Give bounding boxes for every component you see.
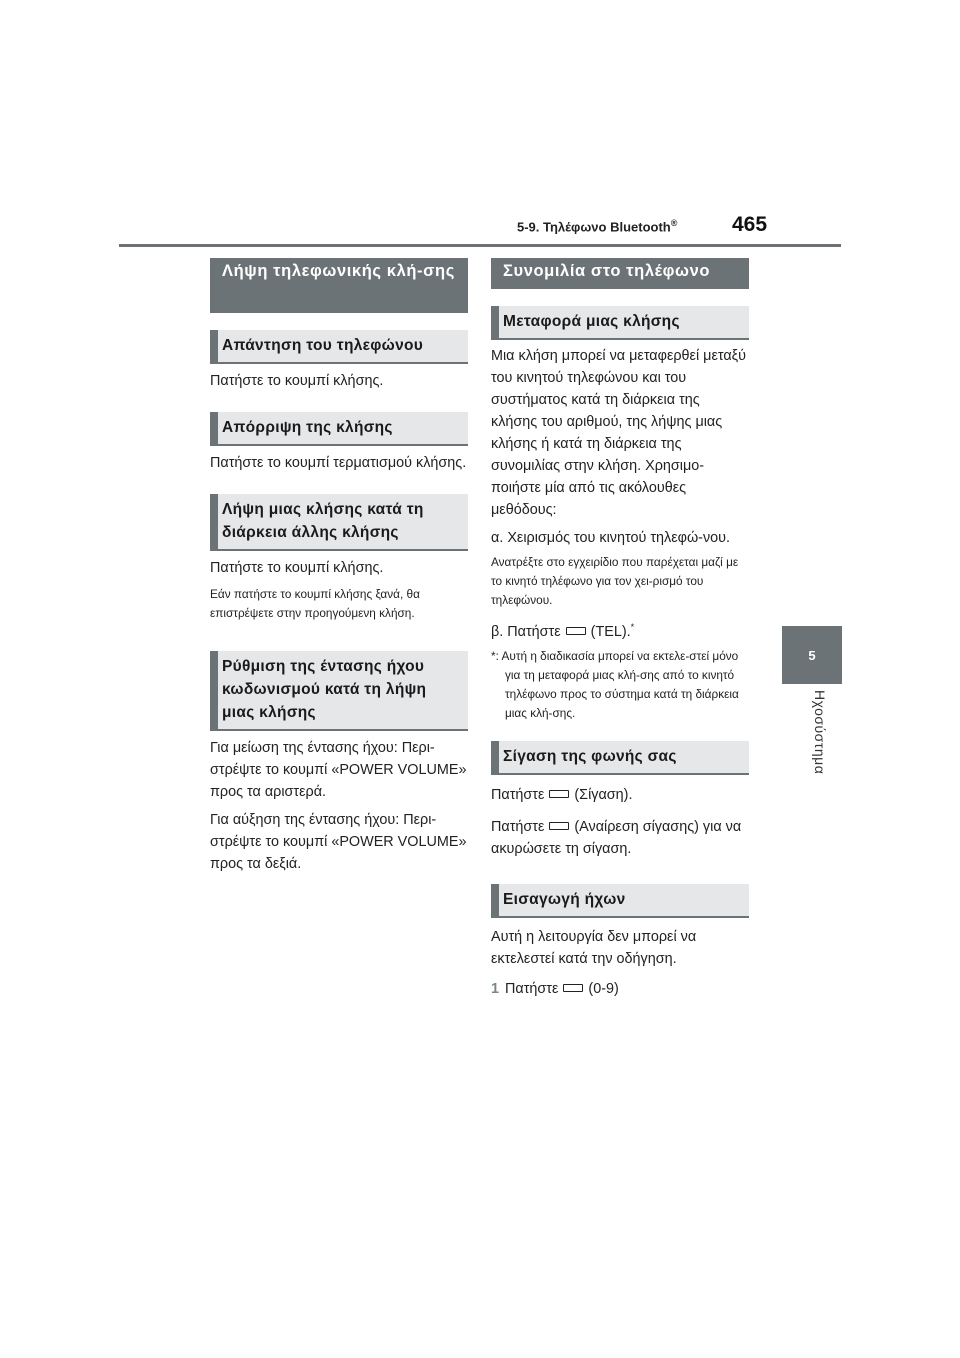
chapter-number: 5 <box>808 647 816 663</box>
section-title-phone-conversation: Συνομιλία στο τηλέφωνο <box>491 258 749 289</box>
subsection-answer-phone: Απάντηση του τηλεφώνου <box>210 330 468 364</box>
unmute-prefix: Πατήστε <box>491 818 545 835</box>
during-text: Πατήστε το κουμπί κλήσης. <box>210 560 384 576</box>
option-b-prefix: β. Πατήστε <box>491 623 561 640</box>
footnote-marker: *: <box>491 648 499 663</box>
step-1 <box>491 978 749 1000</box>
mute-prefix: Πατήστε <box>491 786 545 803</box>
step-prefix: Πατήστε <box>505 980 559 997</box>
mute-button-icon <box>549 790 569 798</box>
trademark-symbol: ® <box>670 218 678 228</box>
reject-text: Πατήστε το κουμπί τερματισμού κλήσης. <box>210 455 467 471</box>
unmute-text <box>491 816 749 860</box>
step-number: 1 <box>491 980 500 997</box>
subsection-reject-call: Απόρριψη της κλήσης <box>210 412 468 446</box>
option-b-text <box>491 616 749 643</box>
during-note: Εάν πατήστε το κουμπί κλήσης ξανά, θα επιστρέψετε στην προηγούμενη κλήση. <box>210 587 420 620</box>
chapter-label: Ηχοσύστημα <box>812 690 828 775</box>
subsection-mute-voice: Σίγαση της φωνής σας <box>491 741 749 775</box>
option-a-text: α. Χειρισμός του κινητού τηλεφώ-νου. <box>491 530 731 546</box>
mute-text <box>491 784 749 806</box>
mute-suffix: (Σίγαση). <box>574 786 633 803</box>
step-suffix: (0-9) <box>588 980 619 997</box>
option-a-note: Ανατρέξτε στο εγχειρίδιο που παρέχεται μαζί με το κινητό τηλέφωνο για τον χει-ρισμό του τηλεφώνου. <box>491 555 739 607</box>
page-number: 465 <box>732 213 768 236</box>
unmute-suffix: (Αναίρεση σίγασης) για να ακυρώσετε τη σίγαση. <box>491 818 742 857</box>
subsection-call-during-call: Λήψη μιας κλήσης κατά τη διάρκεια άλλης κλήσης <box>210 494 468 551</box>
volume-decrease-text: Για μείωση της έντασης ήχου: Περι-στρέψτε το κουμπί «POWER VOLUME» προς τα αριστερά. <box>210 740 467 800</box>
left-column <box>210 258 468 875</box>
option-b-suffix: (TEL). <box>590 623 631 640</box>
subsection-transfer-call: Μεταφορά μιας κλήσης <box>491 306 749 340</box>
right-column <box>491 258 749 1000</box>
header-section-title: 5-9. Τηλέφωνο Bluetooth <box>517 219 671 235</box>
running-header <box>517 218 677 234</box>
volume-increase-text: Για αύξηση της έντασης ήχου: Περι-στρέψτε το κουμπί «POWER VOLUME» προς τα δεξιά. <box>210 812 467 872</box>
header-divider <box>119 244 841 247</box>
keypad-button-icon <box>563 984 583 992</box>
subsection-ringtone-volume: Ρύθμιση της έντασης ήχου κωδωνισμού κατά τη λήψη μιας κλήσης <box>210 651 468 731</box>
footnote-text: Αυτή η διαδικασία μπορεί να εκτελε-στεί μόνο για τη μεταφορά μιας κλή-σης από το κινητό τηλέφωνο προς το σύστημα κατά τη διάρκεια μιας κλή-σης. <box>501 648 739 720</box>
footnote <box>491 647 749 723</box>
transfer-text: Μια κλήση μπορεί να μεταφερθεί μεταξύ του κινητού τηλεφώνου και του συστήματος κατά τη διάρκεια της κλήσης του αριθμού, της λήψης μιας κλήσης ή κατά τη διάρκεια της συνομιλίας στην κλήση. Χρησιμο-ποιήστε μία από τις ακόλουθες μεθόδους: <box>491 348 746 518</box>
unmute-button-icon <box>549 822 569 830</box>
subsection-enter-tones: Εισαγωγή ήχων <box>491 884 749 918</box>
chapter-tab[interactable] <box>782 626 842 684</box>
section-title-receive-call: Λήψη τηλεφωνικής κλή-σης <box>210 258 468 313</box>
answer-text: Πατήστε το κουμπί κλήσης. <box>210 373 384 389</box>
tel-button-icon <box>566 627 586 635</box>
footnote-reference: * <box>630 622 635 632</box>
tones-text: Αυτή η λειτουργία δεν μπορεί να εκτελεστεί κατά την οδήγηση. <box>491 928 697 967</box>
